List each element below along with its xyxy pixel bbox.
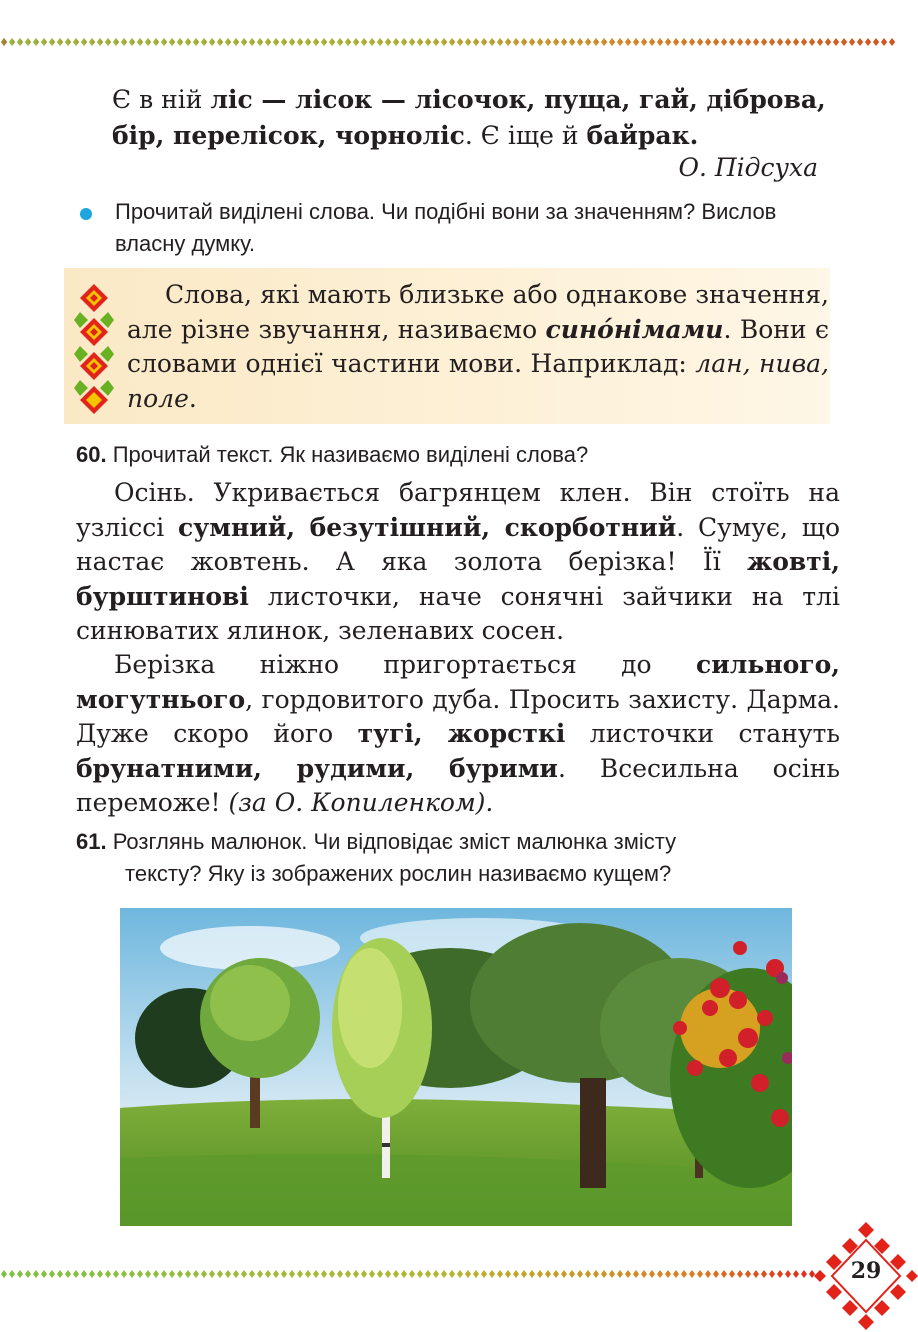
highlighted-words: сумний, безутішний, скорботний bbox=[178, 512, 677, 542]
paragraph-text: Осінь. Укривається багрянцем клен. Він стоїть на узліссі bbox=[76, 478, 840, 542]
exercise-61 bbox=[76, 826, 840, 858]
highlighted-words: жовті, бурштинові bbox=[76, 547, 840, 611]
task-question: Прочитай виділені слова. Чи подібні вони за значенням? Вислов власну думку. bbox=[115, 199, 777, 256]
poem-text: . Є іще й bbox=[464, 121, 587, 150]
poem-excerpt bbox=[112, 82, 842, 154]
paragraph-text: Берізка ніжно пригортається до bbox=[114, 650, 696, 679]
paragraph-text: листочки, наче сонячні зайчики на тлі синюватих ялинок, зеленавих сосен. bbox=[76, 581, 840, 645]
rule-term: синóнімами bbox=[545, 314, 724, 344]
paragraph-text: . Всесильна осінь переможе! bbox=[76, 753, 840, 817]
rule-example: лан, нива, поле bbox=[127, 349, 829, 413]
text-paragraph-1 bbox=[76, 476, 840, 649]
rule-text: . Вони є словами однієї частини мови. Наприклад: bbox=[127, 314, 829, 378]
embroidery-ornament-icon bbox=[74, 282, 114, 418]
paragraph-text: . Сумує, що настає жовтень. А яка золота берізка! Її bbox=[76, 512, 841, 576]
poem-text: Є в ній bbox=[112, 85, 211, 114]
paragraph-text: листочки стануть bbox=[565, 719, 840, 748]
page-number: 29 bbox=[850, 1258, 882, 1284]
exercise-instruction: Розглянь малюнок. Чи відповідає зміст малюнка змісту bbox=[112, 829, 677, 854]
poem-bold-words: байрак. bbox=[586, 121, 699, 150]
exercise-instruction-line2: тексту? Яку із зображених рослин називаємо кущем? bbox=[125, 861, 672, 886]
exercise-number: 60. bbox=[76, 442, 107, 467]
poem-bold-words: бір, перелісок, чорноліс bbox=[112, 121, 465, 150]
paragraph-text: , гордовитого дуба. Просить захисту. Дарма. Дуже скоро його bbox=[76, 684, 840, 748]
poem-author: О. Підсуха bbox=[678, 153, 818, 182]
highlighted-words: сильного, могутнього bbox=[76, 650, 840, 714]
bottom-ornament-border bbox=[0, 1268, 918, 1280]
rule-definition bbox=[127, 278, 829, 416]
top-ornament-border-color bbox=[0, 36, 918, 48]
text-paragraph-2 bbox=[76, 648, 840, 821]
rule-text: Слова, які мають близьке або однакове значення, але різне звучання, називаємо bbox=[127, 280, 829, 344]
poem-bold-words: ліс — лісок — лісочок, пуща, гай, діброва, bbox=[210, 85, 826, 114]
exercise-instruction: Прочитай текст. Як називаємо виділені слова? bbox=[112, 442, 589, 467]
text-source: (за О. Копиленком). bbox=[228, 788, 494, 817]
highlighted-words: тугі, жорсткі bbox=[357, 719, 566, 748]
highlighted-words: брунатними, рудими, бурими bbox=[76, 753, 558, 783]
exercise-60 bbox=[76, 439, 836, 471]
exercise-number: 61. bbox=[76, 829, 107, 854]
task-bullet-icon bbox=[80, 208, 92, 220]
forest-illustration bbox=[120, 908, 792, 1226]
rule-end: . bbox=[188, 383, 197, 413]
